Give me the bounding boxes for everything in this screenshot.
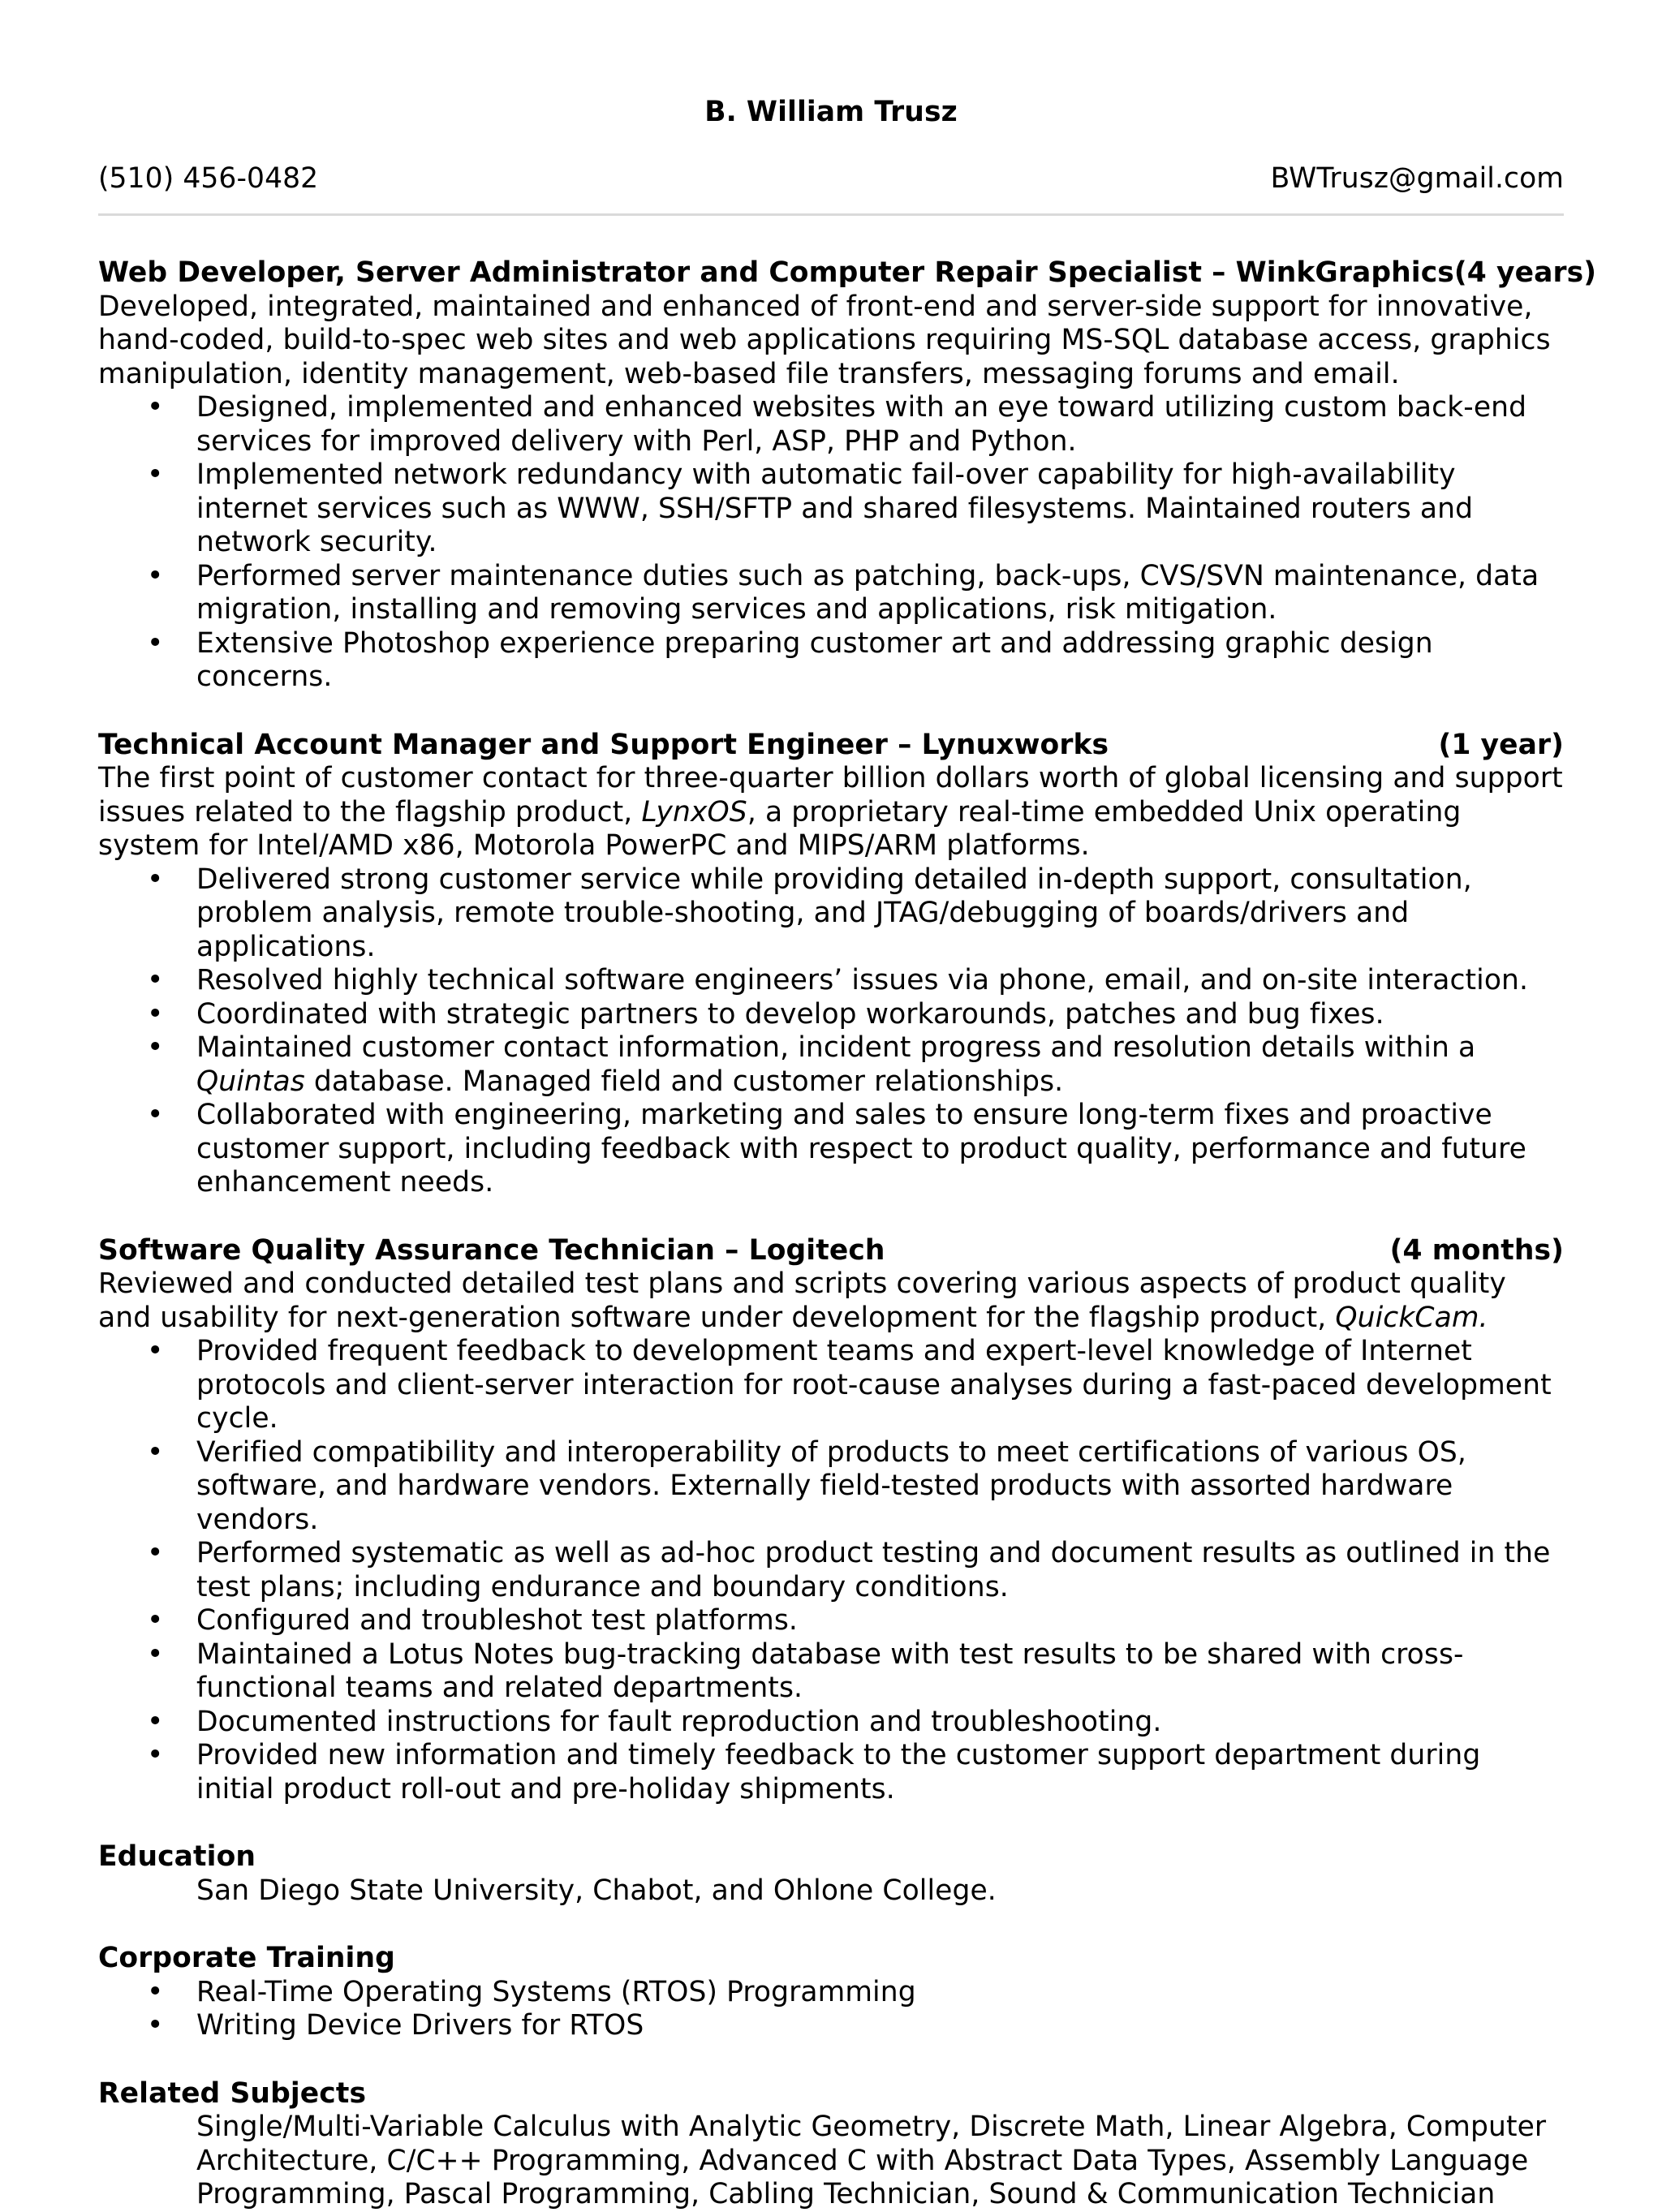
bullet-icon: • xyxy=(147,1705,164,1738)
job-heading xyxy=(98,1234,1564,1268)
job-duration: (1 year) xyxy=(1438,728,1564,761)
list-item: • Verified compatibility and interoperability of products to meet certifications of various OS, software, and hardware vendors. Externally field-tested products with assorted hardware vendors. xyxy=(147,1435,1466,1536)
job-summary: The first point of customer contact for three-quarter billion dollars worth of global licensing and support issues related to the flagship product, LynxOS, a proprietary real-time embedded Unix operating system for Intel/AMD x86, Motorola PowerPC and MIPS/ARM platforms. xyxy=(98,762,1563,862)
list-item: • Performed systematic as well as ad-hoc product testing and document results as outlined in the test plans; including endurance and boundary conditions. xyxy=(147,1537,1551,1603)
product-name: QuickCam. xyxy=(1335,1301,1488,1334)
list-item: • Resolved highly technical software engineers’ issues via phone, email, and on-site interaction. xyxy=(147,964,1529,996)
list-item: • Designed, implemented and enhanced websites with an eye toward utilizing custom back-end services for improved delivery with Perl, ASP, PHP and Python. xyxy=(147,391,1527,458)
job-heading xyxy=(98,729,1564,763)
bullet-icon: • xyxy=(147,1637,164,1671)
training-heading: Corporate Training xyxy=(98,1942,395,1974)
list-item: • Delivered strong customer service while providing detailed in-depth support, consultation, problem analysis, remote trouble-shooting, and JTAG/debugging of boards/drivers and applications. xyxy=(147,863,1472,963)
education-text: San Diego State University, Chabot, and Ohlone College. xyxy=(196,1874,997,1907)
list-item: • Writing Device Drivers for RTOS xyxy=(147,2009,644,2042)
bullet-icon: • xyxy=(147,391,164,424)
list-item: • Real-Time Operating Systems (RTOS) Programming xyxy=(147,1975,916,2008)
bullet-icon: • xyxy=(147,1099,164,1131)
subjects-text: Single/Multi-Variable Calculus with Analytic Geometry, Discrete Math, Linear Algebra, Computer Architecture, C/C++ Programming, Advanced C with Abstract Data Types, Assembly Language Programming, Pascal Programming, Cabling Technician, Sound & Communication Technician xyxy=(196,2111,1547,2210)
bullet-icon: • xyxy=(147,1537,164,1569)
phone-number: (510) 456-0482 xyxy=(98,161,319,195)
bullet-icon: • xyxy=(147,1604,164,1637)
list-item: • Implemented network redundancy with automatic fail-over capability for high-availability internet services such as WWW, SSH/SFTP and shared filesystems. Maintained routers and network security. xyxy=(147,458,1474,558)
job-heading xyxy=(98,256,1597,290)
job-summary: Developed, integrated, maintained and enhanced of front-end and server-side support for innovative, hand-coded, build-to-spec web sites and web applications requiring MS-SQL database access, graphics manipulation, identity management, web-based file transfers, messaging forums and email. xyxy=(98,290,1551,390)
bullet-icon: • xyxy=(147,559,164,592)
resume-page xyxy=(98,96,1597,2212)
candidate-name: B. William Trusz xyxy=(704,96,958,128)
bullet-icon: • xyxy=(147,626,164,660)
job-duration: (4 months) xyxy=(1389,1233,1564,1267)
bullet-icon: • xyxy=(147,863,164,896)
bullet-icon: • xyxy=(147,964,164,996)
bullet-icon: • xyxy=(147,1975,164,2008)
bullet-icon: • xyxy=(147,2009,164,2042)
job-title: Technical Account Manager and Support Engineer – Lynuxworks xyxy=(98,728,1109,761)
education-heading: Education xyxy=(98,1840,256,1873)
job-winkgraphics xyxy=(98,256,1597,695)
bullet-icon: • xyxy=(147,1335,164,1367)
list-item: • Provided new information and timely feedback to the customer support department during initial product roll-out and pre-holiday shipments. xyxy=(147,1739,1481,1805)
list-item: • Collaborated with engineering, marketing and sales to ensure long-term fixes and proactive customer support, including feedback with respect to product quality, performance and future enhancement needs. xyxy=(147,1099,1526,1199)
job-bullet-list xyxy=(98,391,1564,695)
product-name: LynxOS xyxy=(641,795,747,828)
product-name: Quintas xyxy=(196,1065,305,1098)
job-title: Web Developer, Server Administrator and Computer Repair Specialist – WinkGraphics xyxy=(98,256,1454,289)
job-title: Software Quality Assurance Technician – Logitech xyxy=(98,1233,885,1267)
email-address: BWTrusz@gmail.com xyxy=(1270,161,1564,195)
bullet-icon: • xyxy=(147,997,164,1031)
job-summary: Reviewed and conducted detailed test plans and scripts covering various aspects of product quality and usability for next-generation software under development for the flagship product, QuickCam. xyxy=(98,1267,1506,1334)
list-item: • Maintained a Lotus Notes bug-tracking database with test results to be shared with cross-functional teams and related departments. xyxy=(147,1637,1464,1704)
job-bullet-list xyxy=(98,1335,1564,1806)
list-item: • Extensive Photoshop experience preparing customer art and addressing graphic design concerns. xyxy=(147,626,1433,693)
list-item: • Provided frequent feedback to development teams and expert-level knowledge of Internet protocols and client-server interaction for root-cause analyses during a fast-paced development cycle. xyxy=(147,1335,1552,1435)
training-list xyxy=(98,1976,1564,2043)
bullet-icon: • xyxy=(147,1435,164,1469)
bullet-icon: • xyxy=(147,458,164,491)
list-item: • Performed server maintenance duties such as patching, back-ups, CVS/SVN maintenance, data migration, installing and removing services and applications, risk mitigation. xyxy=(147,559,1539,626)
list-item: • Maintained customer contact information, incident progress and resolution details within a Quintas database. Managed field and customer relationships. xyxy=(147,1031,1476,1098)
job-duration: (4 years) xyxy=(1453,256,1597,289)
job-lynuxworks xyxy=(98,729,1564,1200)
bullet-icon: • xyxy=(147,1031,164,1064)
subjects-heading: Related Subjects xyxy=(98,2076,367,2110)
job-logitech xyxy=(98,1234,1564,1807)
contact-line xyxy=(98,162,1564,196)
job-bullet-list xyxy=(98,863,1564,1200)
header-divider xyxy=(98,213,1564,216)
list-item: • Coordinated with strategic partners to develop workarounds, patches and bug fixes. xyxy=(147,997,1384,1031)
list-item: • Configured and troubleshot test platforms. xyxy=(147,1604,798,1637)
bullet-icon: • xyxy=(147,1739,164,1771)
list-item: • Documented instructions for fault reproduction and troubleshooting. xyxy=(147,1705,1162,1738)
